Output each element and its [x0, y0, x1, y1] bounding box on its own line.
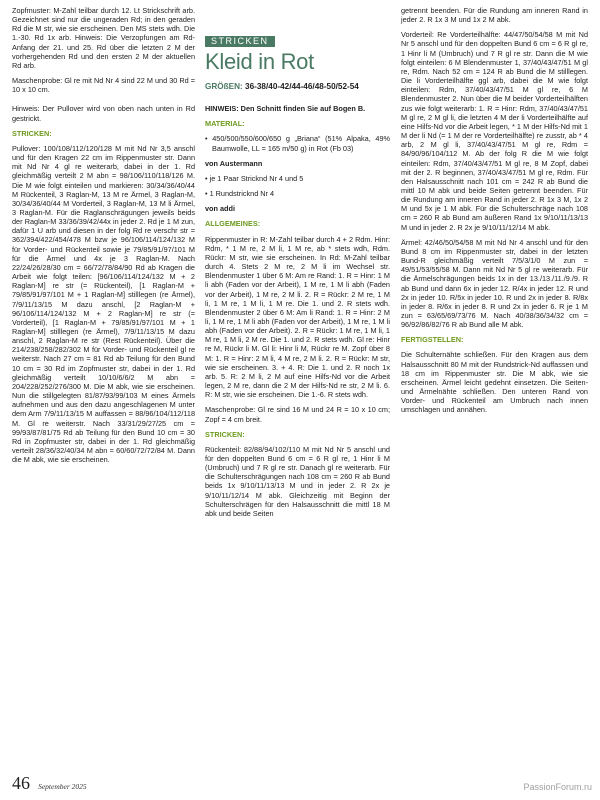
- column-middle: [205, 6, 390, 524]
- material-heading: MATERIAL:: [205, 119, 245, 129]
- rueckenteil-paragraph: Rückenteil: 82/88/94/102/110 M mit Nd Nr 5 anschl und für den doppelten Bund 6 cm = 6 R gl re, 1 Hinr li M (Umbruch) und 7 R gl re str. Danach gl re weiterarb. Für die Schulterschrägungen nach 108 cm = 260 R ab Bund beids 1x 9/10/11/13/13 M und in jeder 2. R 2x je 9/10/11/12/14 M abk. Gleichzeitig mit Beginn der Schulterschrägen für den Halsausschnitt die mittl 18 M abk und beide Seiten: [205, 444, 390, 518]
- stricken-heading: STRICKEN:: [12, 128, 52, 138]
- pullover-paragraph: Pullover: 100/108/112/120/128 M mit Nd Nr 3,5 anschl und für den Kragen 22 cm im Rippenmuster str. Dann mit Nd Nr 4 gl re weiterarb, dabei in der 1. Rd gleichmäßig verteilt 2 M abn = 98/106/110/118/126 M. Die M wie folgt einteilen und markieren: 30/34/36/40/44 M Rückenteil, 3 Raglan-M, 13 M re Ärmel, 3 Raglan-M, 30/34/36/40/44 M Vorderteil, 3 Raglan-M, 13 M li Ärmel, 3 Raglan-M. Für die Raglanschrägungen jeweils beids der Raglan-M 33/36/39/42/44x in jeder 2. Rd je 1 M zun, dafür 1 U arb und diesen in der folg Rd re verschr str = 362/394/422/454/478 M bzw je 96/106/114/124/132 M für Vorder- und Rückenteil sowie je 79/85/91/97/101 M für die Ärmel und 4x je 3 Raglan-M. Nach 22/24/26/28/30 cm = 66/72/78/84/90 Rd ab Kragen die Arbeit wie folgt teilen: [96/106/114/124/132 M + 2 Raglan-M] re str (= Rückenteil), [1 Raglan-M + 79/85/91/97/101 M + 1 Raglan-M] stilllegen (re Ärmel), 7/9/11/13/15 M dazu anschl, [2 Raglan-M + 96/106/114/124/132 M + 2 Raglan-M] re str (= Vorderteil), [1 Raglan-M + 79/85/91/97/101 M + 1 Raglan-M] stilllegen (re Ärmel), 7/9/11/13/15 M dazu anschl, 2 Raglan-M re str (Rest Rückenteil). Über die 214/238/258/282/302 M für Vorder- und Rückenteil gl re weiterstr. Nach 27 cm = 81 Rd ab Teilung für den Bund 10 cm = 30 Rd im Zopfmuster str, dabei in der 1. Rd gleichmäßig verteilt 10/10/6/6/2 M abn = 204/228/252/276/300 M. Die M abk, wie sie erscheinen. Nun die stillgelegten 81/87/93/99/103 M eines Ärmels aufnehmen und aus den dazu angeschlagenen M unter dem Arm 7/9/11/13/15 M auffassen = 88/96/104/112/118 M. Gl re weiterstr. Nach 33/31/29/27/25 cm = 99/93/87/81/75 Rd ab Teilung für den Bund 10 cm = 30 Rd in Zopfmuster str, dabei in der 1. Rd gleichmäßig verteilt 28/36/32/40/34 M abn = 60/60/72/72/84 M. Dann die M abk, wie sie erscheinen.: [12, 143, 195, 465]
- material-needles: • je 1 Paar Stricknd Nr 4 und 5: [205, 173, 304, 183]
- vorderteil-paragraph: Vorderteil: Re Vorderteilhälfte: 44/47/50/54/58 M mit Nd Nr 5 anschl und für den doppelten Bund 6 cm = 6 R gl re, 1 Hinr li M (Umbruch) und 7 R gl re str. Dann die M wie folgt einteilen: 6 M Blendenmuster 1, 37/40/43/47/51 M gl re, Rdm. Nach 52 cm = 124 R ab Bund die M stilllegen. Die li Vorderteilhälfte ggl arb, dabei die M wie folgt einteilen: Rdm, 37/40/43/47/51 M gl re, 6 M Blendenmuster 2. Nun über die M beider Vorderteilhälften zus wie folgt weiterarb: 1. R = Hinr: Rdm, 37/40/43/47/51 M gl re, 2 M gl li, die letzten 4 M der li Vorderteilhälfte auf eine Hilfs-Nd vor die Arbeit legen, * 1 M der Hilfs-Nd mit 1 M der li Nd (= 1 M der re Vorderteilhälfte) re zusstr, ab * 4 arb, 2 M gl li, 37/40/43/47/51 M gl re, Rdm = 84/90/96/104/112 M. Ab der folg R die M wie folgt einteilen: Rdm, 37/40/43/47/51 M gl re, 8 M Zopf, dabei mit der 2. R beginnen, 37/40/43/47/51 M gl re, Rdm. Für den Halsausschnitt nach 101 cm = 242 R ab Bund die mittl 10 M abk und beide Seiten getrennt beenden. Für die Rundung am inneren Rand in jeder 2. R 1x 3 M, 1x 2 M und 5x je 1 M abk. Für die Schulterschräge nach 108 cm = 260 R ab Bund am äußeren Rand 1x 9/10/11/13/13 M und in jeder 2. R 2x je 9/10/11/12/14 M abk.: [401, 30, 588, 232]
- fertigstellen-heading: FERTIGSTELLEN:: [401, 335, 464, 345]
- allgemeines-paragraph: Rippenmuster in R: M-Zahl teilbar durch 4 + 2 Rdm. Hinr: Rdm, * 1 M re, 2 M li, 1 M re, ab * stets wdh, Rdm. Rückr: M str, wie sie erscheinen. In Rd: M-Zahl teilbar durch 4. Stets 2 M re, 2 M li im Wechsel str. Blendenmuster 1 über 6 M: Am re Rand: 1. R = Hinr: 1 M li abh (Faden vor der Arbeit), 1 M re, 1 M li abh (Faden vor der Arbeit), 1 M re, 2 M li. 2. R = Rückr: 2 M re, 1 M li, 1 M re, 1 M li, 1 M re. Die 1. und 2. R stets wdh. Blendenmuster 2 über 6 M: Am li Rand: 1. R = Hinr: 2 M li, 1 M re, 1 M li abh (Faden vor der Arbeit), 1 M re, 1 M li abh (Faden vor der Arbeit). 2. R = Rückr: 1 M re, 1 M li, 1 M re, 1 M li, 2 M re. Die 1. und 2. R stets wdh. Gl re: Hinr re M, Rückr li M. Gl li: Hinr li M, Rückr re M. Zopf über 8 M: 1. R = Hinr: 2 M li, 4 M re, 2 M li. 2. R = Rückr: M str, wie sie erscheinen. 3. + 4. R: Die 1. und 2. R noch 1x arb. 5. R: 2 M li, 2 M auf eine Hilfs-Nd vor die Arbeit legen, 2 M re, dann die 2 M der Hilfs-Nd re str, 2 M li. 6. R: M str, wie sie erscheinen. Die 1.-6. R stets wdh.: [205, 234, 390, 400]
- zopfmuster-paragraph: Zopfmuster: M-Zahl teilbar durch 12. Lt Strickschrift arb. Gezeichnet sind nur die ungeraden Rd; in den geraden Rd die M str, wie sie erscheinen. Den MS stets wdh. Die 1.-30. Rd 1x arb. Hinweis: Die Verzopfungen am Rd-Anfang der 21. und 25. Rd über die letzten 2 M der vorhergehenden Rd und den ersten 2 M der aktuellen Rd arb.: [12, 6, 195, 70]
- allgemeines-heading: ALLGEMEINES:: [205, 219, 261, 229]
- rueckenteil-continued: getrennt beenden. Für die Rundung am inneren Rand in jeder 2. R 1x 3 M und 1x 2 M abk.: [401, 6, 588, 25]
- maschenprobe-paragraph: Maschenprobe: Gl re mit Nd Nr 4 sind 22 M und 30 Rd = 10 x 10 cm.: [12, 76, 195, 95]
- publication-date: September 2025: [38, 782, 87, 791]
- page-footer: [12, 773, 87, 794]
- material-yarn-brand: von Austermann: [205, 158, 263, 168]
- aermel-paragraph: Ärmel: 42/46/50/54/58 M mit Nd Nr 4 anschl und für den Bund 8 cm im Rippenmuster str, dabei in der letzten Bund-R gleichmäßig verteilt 7/5/3/1/0 M zun = 49/51/53/55/58 M. Dann mit Nd Nr 5 gl re weiterarb. Für die Ärmelschrägungen beids 1x in der 13./13./11./9./9. R ab Bund und dann 6x in jeder 12. R/4x in jeder 12. R und 2x in jeder 10. R/5x in jeder 10. R und 2x in jeder 8. R/8x in jeder 8. R/6x in jeder 8. R und 2x in jeder 6. R je 1 M zun = 63/65/69/73/76 M. Nach 40/38/36/34/32 cm = 96/92/86/82/76 R ab Bund alle M abk.: [401, 237, 588, 330]
- sizes-label: GRÖßEN:: [205, 82, 243, 92]
- page-number: 46: [12, 773, 30, 793]
- material-circular-needle: • 1 Rundstricknd Nr 4: [205, 189, 275, 199]
- watermark: PassionForum.ru: [523, 782, 592, 792]
- page-title: Kleid in Rot: [205, 49, 314, 75]
- stricken-heading: STRICKEN:: [205, 429, 245, 439]
- column-right: [401, 6, 588, 421]
- fertigstellen-paragraph: Die Schulternähte schließen. Für den Kragen aus dem Halsausschnitt 80 M mit der Rundstrick-Nd auffassen und 18 cm im Rippenmuster str. Die M abk, wie sie erscheinen. Ärmel leicht gedehnt einsetzen. Die Seiten- und Ärmelnähte schließen. Den unteren Rand von Vorder- und Rückenteil am Umbruch nach innen umschlagen und annähen.: [401, 350, 588, 415]
- material-needle-brand: von addi: [205, 204, 235, 214]
- schnitt-hinweis: HINWEIS: Den Schnitt finden Sie auf Bogen B.: [205, 104, 366, 114]
- section-tag: STRICKEN: [205, 36, 275, 47]
- sizes-values: 36-38/40-42/44-46/48-50/52-54: [245, 82, 359, 92]
- sizes-line: [205, 81, 390, 92]
- hinweis-paragraph: Hinweis: Der Pullover wird von oben nach unten in Rd gestrickt.: [12, 104, 195, 123]
- column-left: [12, 6, 195, 470]
- maschenprobe-paragraph: Maschenprobe: Gl re sind 16 M und 24 R = 10 x 10 cm; Zopf = 4 cm breit.: [205, 405, 390, 424]
- material-yarn: • 450/500/550/600/650 g „Briana“ (51% Alpaka, 49% Baumwolle, LL = 165 m/50 g) in Rot (Fb 03): [205, 134, 390, 153]
